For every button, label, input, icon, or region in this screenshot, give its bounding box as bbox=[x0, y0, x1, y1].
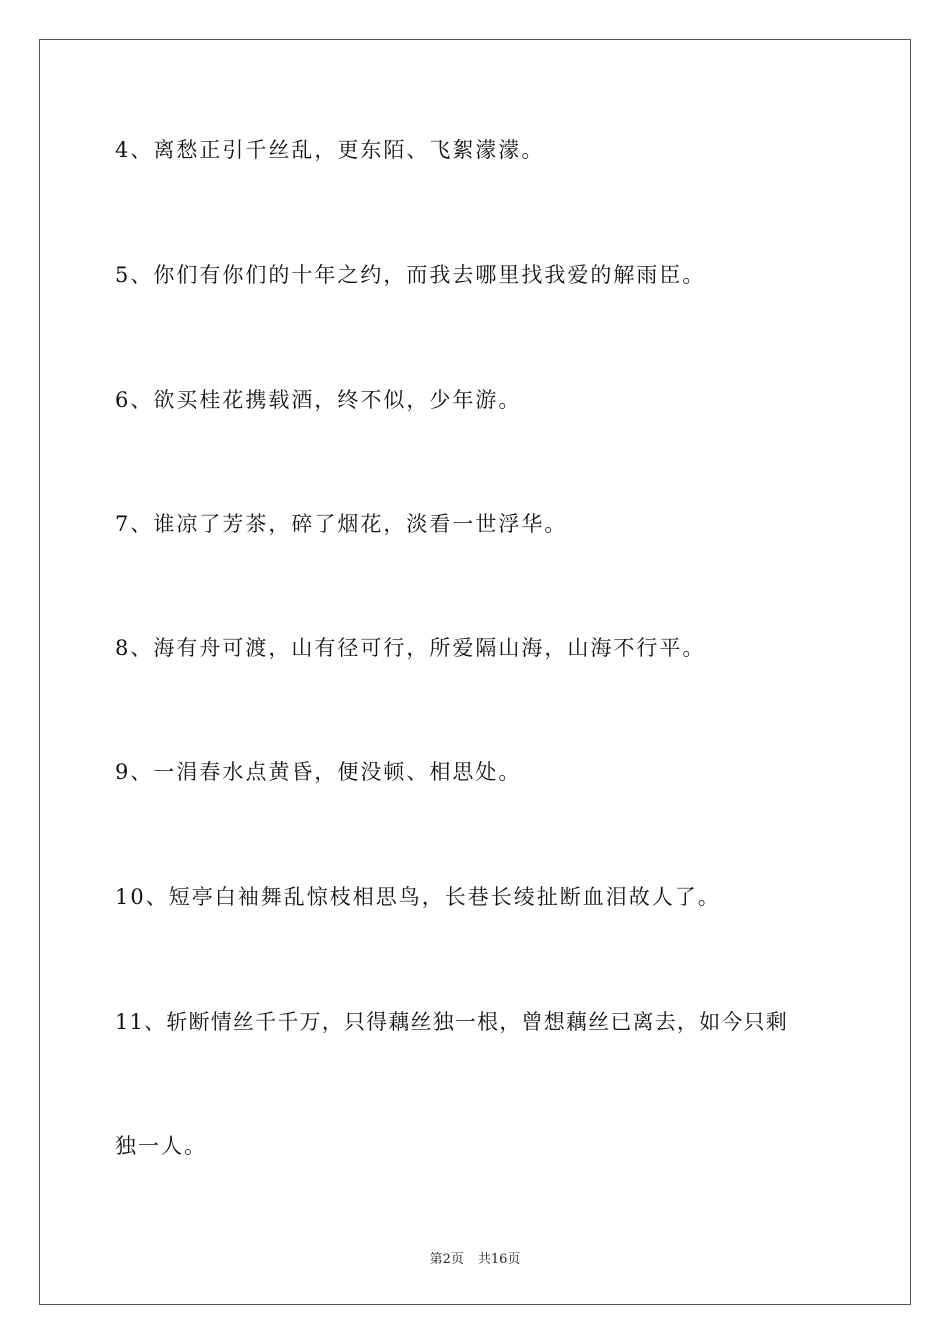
quote-line-7: 7、谁凉了芳茶，碎了烟花，淡看一世浮华。 bbox=[115, 512, 568, 536]
page-border bbox=[39, 39, 911, 1305]
quote-line-11-continued: 独一人。 bbox=[115, 1134, 207, 1158]
quote-line-11: 11、斩断情丝千千万，只得藕丝独一根，曾想藕丝已离去，如今只剩 bbox=[115, 1010, 788, 1034]
total-pages: 共16页 bbox=[477, 1252, 521, 1267]
quote-line-9: 9、一涓春水点黄昏，便没顿、相思处。 bbox=[115, 760, 522, 784]
quote-line-6: 6、欲买桂花携载酒，终不似，少年游。 bbox=[115, 388, 522, 412]
quote-line-8: 8、海有舟可渡，山有径可行，所爱隔山海，山海不行平。 bbox=[115, 636, 706, 660]
quote-line-10: 10、短亭白袖舞乱惊枝相思鸟，长巷长绫扯断血泪故人了。 bbox=[115, 885, 721, 909]
page-number: 第2页 bbox=[429, 1252, 464, 1267]
quote-line-4: 4、离愁正引千丝乱，更东陌、飞絮濛濛。 bbox=[115, 138, 545, 162]
page-footer bbox=[0, 1248, 950, 1267]
quote-line-5: 5、你们有你们的十年之约，而我去哪里找我爱的解雨臣。 bbox=[115, 263, 706, 287]
